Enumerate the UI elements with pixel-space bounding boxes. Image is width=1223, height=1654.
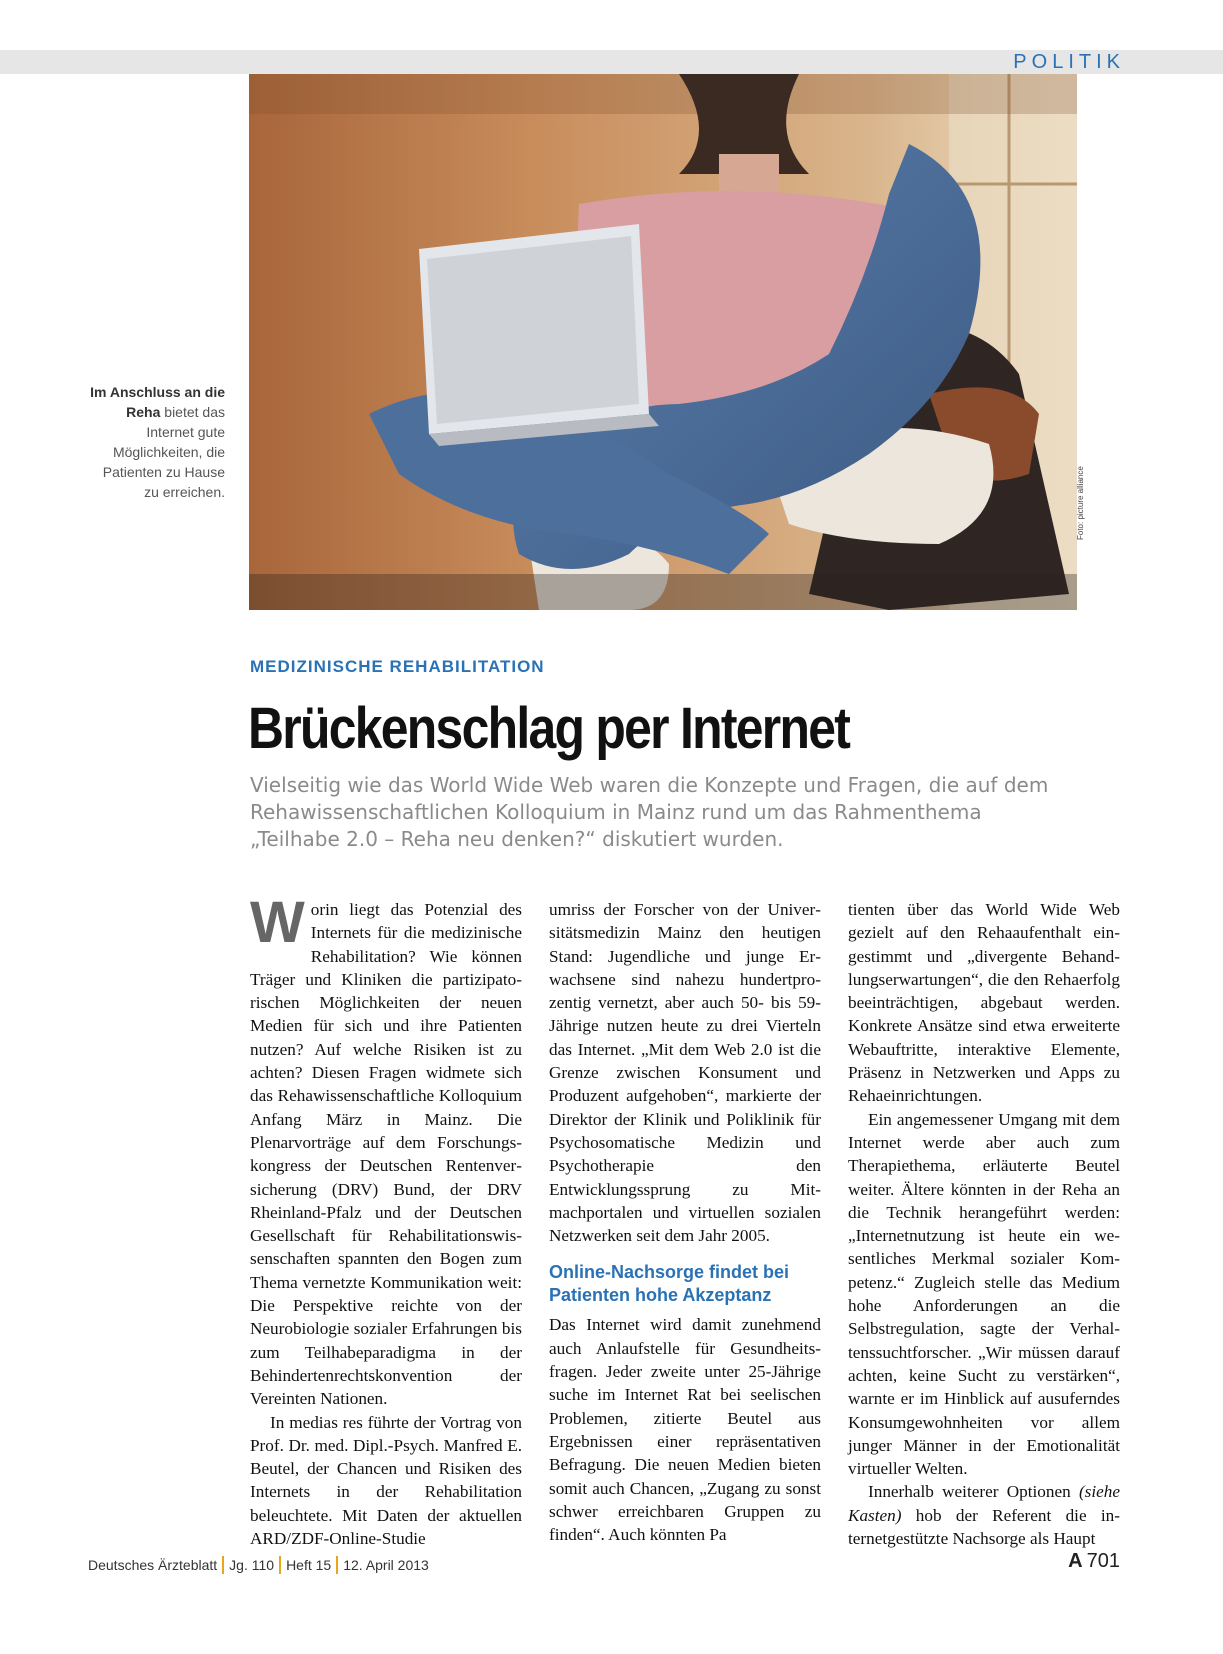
paragraph: Ein angemessener Umgang mit dem Internet werde aber auch zum Therapiethema, erläuterte Beutel weiter. Ältere könnten in der Reha an die Technik herangeführt werden: „Internetnutzung ist heute ein wesentliches Merkmal sozialer Kompetenz.“ Zugleich stelle das Medium hohe Anforderungen an die Selbstregulation, sagte der Verhaltenssuchtforscher. „Wir müssen darauf achten, keine Sucht zu verstärken“, warnte er im Hinblick auf ausuferndes Konsumgewohnheiten vor allem junger Männer in der Emotionalität virtueller Welten. [848, 1109, 1120, 1479]
article-headline: Brückenschlag per Internet [248, 696, 850, 761]
paragraph-text: hob der Referent die internetgestützte Nachsorge als Haupt [848, 1505, 1120, 1549]
article-column-1 [250, 890, 522, 1550]
article-kicker: MEDIZINISCHE REHABILITATION [250, 657, 545, 676]
drop-cap: W [250, 890, 305, 955]
photo-caption [90, 382, 225, 502]
paragraph [250, 890, 522, 1411]
paragraph-text: Innerhalb weiterer Optionen [868, 1482, 1079, 1502]
paragraph: umriss der Forscher von der Universitätsmedizin Mainz den heutigen Stand: Jugendliche und junge Erwachsene sind nahezu hundertprozentig vernetzt, aber auch 50- bis 59-Jährige nutzen heute zu drei Vierteln das Internet. „Mit dem Web 2.0 ist die Grenze zwischen Konsument und Produzent aufgehoben“, markierte der Direktor der Klinik und Poliklinik für Psychosomatische Medizin und Psychotherapie den Entwicklungssprung zu Mitmachportalen und virtuellen sozialen Netzwerken seit dem Jahr 2005. [549, 900, 821, 1246]
article-photo [249, 74, 1077, 610]
journal-volume: Jg. 110 [229, 1557, 275, 1573]
photo-credit: Foto: picture alliance [1076, 466, 1085, 540]
paragraph: In medias res führte der Vortrag von Prof. Dr. med. Dipl.-Psych. Manfred E. Beutel, der Chancen und Risiken des Internets in der Rehabilitation beleuchtete. Mit Daten der aktuellen ARD/ZDF-Online-Studie [250, 1412, 522, 1549]
article-column-2 [549, 898, 821, 1546]
journal-name: Deutsches Ärzteblatt [88, 1557, 218, 1573]
article-lead: Vielseitig wie das World Wide Web waren die Konzepte und Fragen, die auf dem Rehawissenschaftlichen Kolloquium in Mainz rund um das Rahmenthema „Teilhabe 2.0 – Reha neu denken?“ diskutiert wurden. [250, 773, 1049, 851]
footer-separator [222, 1556, 224, 1574]
subheading: Online-Nachsorge findet bei Patienten hohe Akzeptanz [549, 1262, 790, 1306]
paragraph: Das Internet wird damit zunehmend auch Anlaufstelle für Gesundheitsfragen. Jeder zweite unter 25-Jährige suche im Internet Rat bei seelischen Problemen, zitierte Beutel aus Ergebnissen einer repräsentativen Befragung. Die neuen Medien bieten somit auch Chancen, „Zugang zu sonst schwer erreichbaren Gruppen zu finden“. Auch könnten Pa [549, 1315, 821, 1545]
page-number [1068, 1550, 1120, 1573]
footer-separator [336, 1556, 338, 1574]
footer-separator [279, 1556, 281, 1574]
page-prefix: A [1068, 1550, 1083, 1572]
caption-lead: Im Anschluss an die Reha [90, 384, 225, 420]
page-number-value: 701 [1086, 1550, 1120, 1572]
section-label: POLITIK [1013, 51, 1125, 73]
paragraph-reference: (siehe Kasten) [848, 1482, 1120, 1525]
journal-issue: Heft 15 [286, 1557, 332, 1573]
page-footer [88, 1556, 429, 1574]
paragraph: tienten über das World Wide Web gezielt auf den Rehaaufenthalt eingestimmt und „divergente Behandlungserwartungen“, die den Rehaerfolg beeinträchtigen, abgebaut werden. Konkrete Ansätze sind etwa erweiterte Webauftritte, interaktive Elemente, Präsenz in Netzwerken und Apps zu Rehaeinrichtungen. [848, 900, 1120, 1106]
article-column-3 [848, 898, 1120, 1550]
paragraph-text: orin liegt das Potenzial des Internets für die medizinische Rehabilitation? Wie können Träger und Kliniken die partizipatorischen Möglichkeiten der neuen Medien für sich und ihre Patienten nutzen? Auf welche Risiken ist zu achten? Diesen Fragen widmete sich das Rehawissenschaftliche Kolloquium Anfang März in Mainz. Die Plenarvorträge auf dem Forschungskongress der Deutschen Rentenversicherung (DRV) Bund, der DRV Rheinland-Pfalz und der Deutschen Gesellschaft für Rehabilitationswissenschaften spannten den Bogen zum Thema vernetzte Kommunikation weit: Die Perspektive reichte von der Neurobiologie sozialer Erfahrungen bis zum Teilhabeparadigma in der Behindertenrechtskonvention der Vereinten Nationen. [250, 900, 522, 1409]
caption-text: bietet das Internet gute Möglichkeiten, die Patienten zu Hause zu erreichen. [102, 404, 225, 500]
journal-date: 12. April 2013 [343, 1557, 429, 1573]
paragraph [848, 1480, 1120, 1550]
